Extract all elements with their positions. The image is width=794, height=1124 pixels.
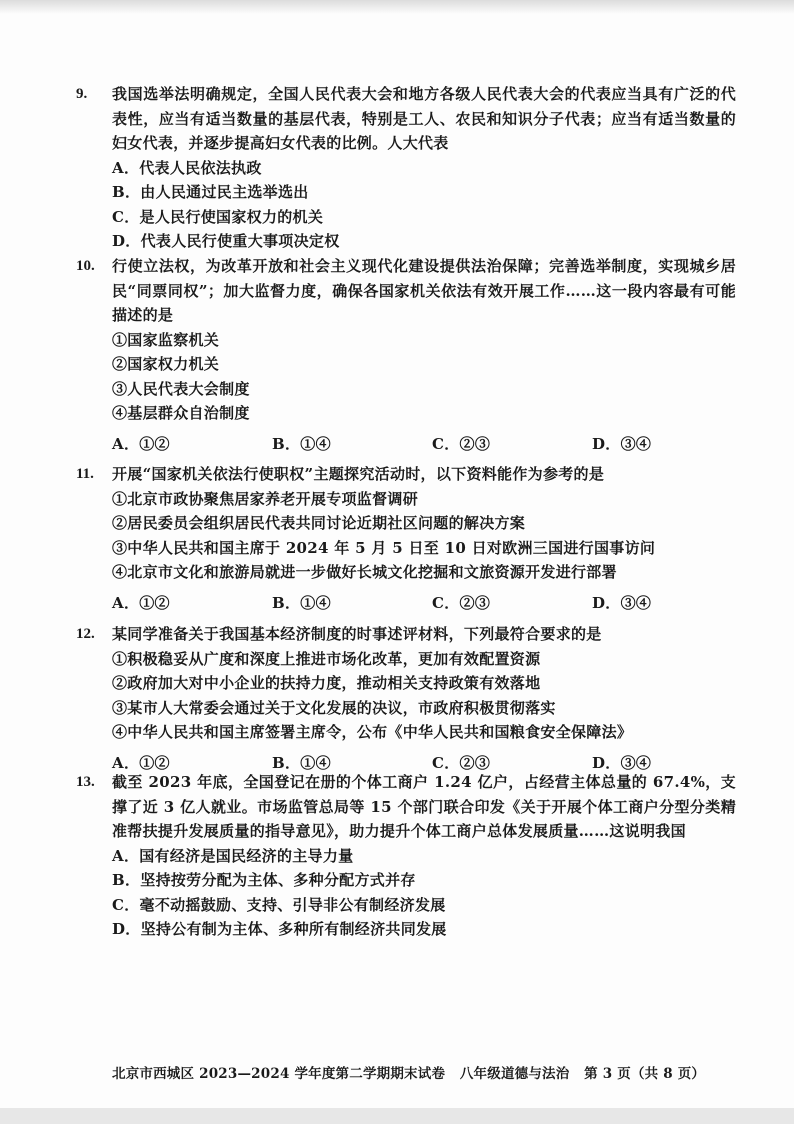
option-b: B．由人民通过民主选举选出 <box>112 183 309 201</box>
question-stem: 我国选举法明确规定，全国人民代表大会和地方各级人民代表大会的代表应当具有广泛的代表性，应当有适当数量的基层代表，特别是工人、农民和知识分子代表；应当有适当数量的妇女代表，并逐步提高妇女代表的比例。人大代表 <box>112 85 736 152</box>
choice-d: D．③④ <box>592 593 652 612</box>
question-13 <box>76 770 736 942</box>
scan-bottom-strip <box>0 1108 794 1124</box>
option-a: A．国有经济是国民经济的主导力量 <box>112 846 354 865</box>
question-stem: 开展“国家机关依法行使职权”主题探究活动时，以下资料能作为参考的是 <box>112 465 605 483</box>
item-2: ②政府加大对中小企业的扶持力度，推动相关支持政策有效落地 <box>112 674 541 692</box>
question-number: 10. <box>76 258 95 274</box>
choice-d: D．③④ <box>592 434 652 453</box>
choice-b: B．①④ <box>272 593 331 612</box>
question-number: 11. <box>76 466 94 482</box>
choice-b: B．①④ <box>272 434 331 453</box>
item-1: ①国家监察机关 <box>112 330 220 349</box>
question-stem: 截至 2023 年底，全国登记在册的个体工商户 1.24 亿户，占经营主体总量的 67.4%，支撑了近 3 亿人就业。市场监管总局等 15 个部门联合印发《关于开展个体工商户分型分类精准帮扶提升发展质量的指导意见》，助力提升个体工商户总体发展质量……这说明我国 <box>112 773 736 840</box>
question-stem: 某同学准备关于我国基本经济制度的时事述评材料，下列最符合要求的是 <box>112 625 602 643</box>
item-2: ②国家权力机关 <box>112 355 220 373</box>
item-1: ①北京市政协聚焦居家养老开展专项监督调研 <box>112 489 419 508</box>
question-number: 13. <box>76 774 95 790</box>
choice-a: A．①② <box>112 434 170 453</box>
question-9 <box>76 82 736 254</box>
scan-top-shadow <box>0 0 794 14</box>
choice-c: C．②③ <box>432 753 491 772</box>
choice-a: A．①② <box>112 593 170 612</box>
question-10 <box>76 254 736 456</box>
page-footer: 北京市西城区 2023—2024 学年度第二学期期末试卷 八年级道德与法治 第 3 页（共 8 页） <box>112 1066 706 1082</box>
question-12 <box>76 622 736 775</box>
item-3: ③中华人民共和国主席于 2024 年 5 月 5 日至 10 日对欧洲三国进行国事访问 <box>112 538 656 557</box>
option-c: C．毫不动摇鼓励、支持、引导非公有制经济发展 <box>112 895 446 914</box>
item-3: ③人民代表大会制度 <box>112 379 250 398</box>
option-d: D．代表人民行使重大事项决定权 <box>112 232 340 250</box>
choice-d: D．③④ <box>592 753 652 772</box>
question-number: 9. <box>76 86 88 102</box>
item-3: ③某市人大常委会通过关于文化发展的决议，市政府积极贯彻落实 <box>112 698 556 717</box>
choices-row <box>112 432 736 457</box>
item-1: ①积极稳妥从广度和深度上推进市场化改革，更加有效配置资源 <box>112 649 541 668</box>
option-b: B．坚持按劳分配为主体、多种分配方式并存 <box>112 871 416 889</box>
option-a: A．代表人民依法执政 <box>112 158 262 177</box>
option-d: D．坚持公有制为主体、多种所有制经济共同发展 <box>112 920 447 938</box>
question-stem: 行使立法权，为改革开放和社会主义现代化建设提供法治保障；完善选举制度，实现城乡居民“同票同权”；加大监督力度，确保各国家机关依法有效开展工作……这一段内容最有可能描述的是 <box>112 257 736 324</box>
item-4: ④中华人民共和国主席签署主席令，公布《中华人民共和国粮食安全保障法》 <box>112 723 633 741</box>
question-11 <box>76 462 736 615</box>
question-number: 12. <box>76 626 95 642</box>
choices-row <box>112 591 736 616</box>
choice-c: C．②③ <box>432 593 491 612</box>
item-2: ②居民委员会组织居民代表共同讨论近期社区问题的解决方案 <box>112 514 526 532</box>
choice-c: C．②③ <box>432 434 491 453</box>
option-c: C．是人民行使国家权力的机关 <box>112 207 324 226</box>
choice-a: A．①② <box>112 753 170 772</box>
item-4: ④基层群众自治制度 <box>112 404 250 422</box>
item-4: ④北京市文化和旅游局就进一步做好长城文化挖掘和文旅资源开发进行部署 <box>112 563 617 581</box>
choice-b: B．①④ <box>272 753 331 772</box>
